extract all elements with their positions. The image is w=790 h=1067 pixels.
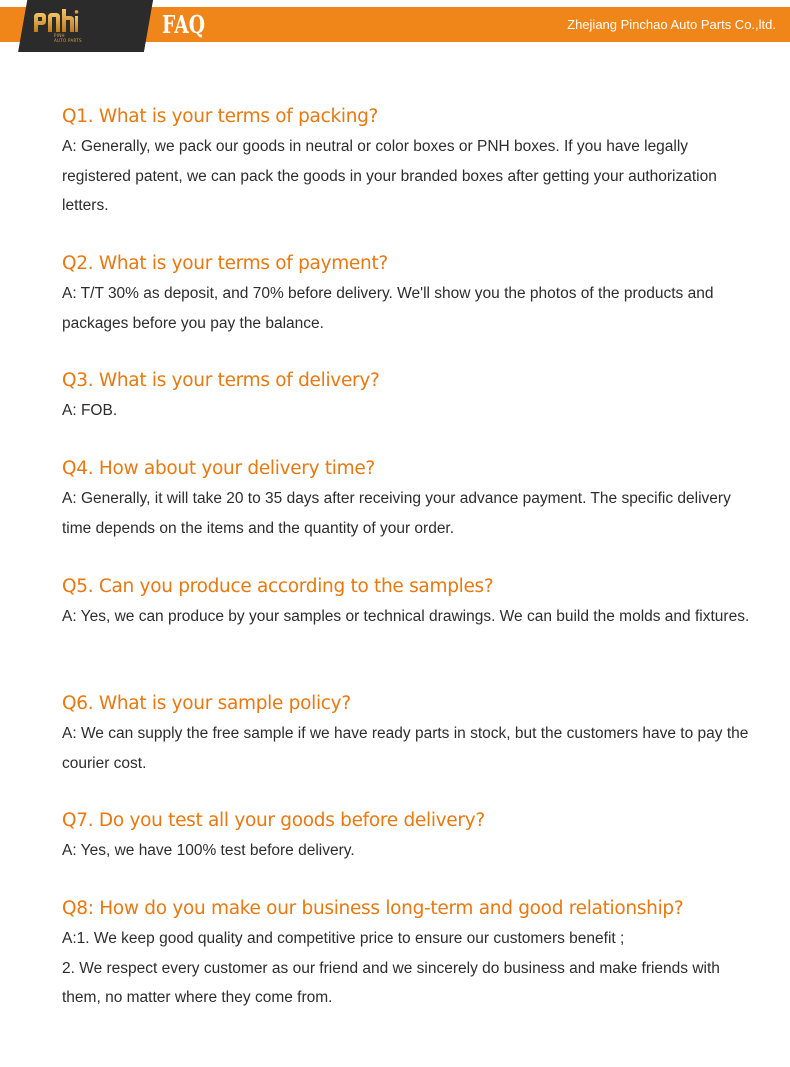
faq-item-4 [62,454,752,543]
faq-answer: A: T/T 30% as deposit, and 70% before delivery. We'll show you the photos of the products and packages before you pay the balance. [62,285,714,332]
faq-item-7 [62,806,752,866]
faq-item-1 [62,102,752,221]
company-name: Zhejiang Pinchao Auto Parts Co.,ltd. [567,17,776,32]
faq-item-3 [62,366,752,426]
faq-answer-line-1: A:1. We keep good quality and competitive price to ensure our customers benefit ; [62,930,625,947]
faq-answer: A: Generally, we pack our goods in neutral or color boxes or PNH boxes. If you have legally registered patent, we can pack the goods in your branded boxes after getting your authorization letters. [62,138,717,214]
faq-question: Q5. Can you produce according to the samples? [62,576,494,597]
faq-question: Q3. What is your terms of delivery? [62,370,380,391]
faq-question: Q8: How do you make our business long-term and good relationship? [62,898,684,919]
faq-item-2 [62,249,752,338]
pnh-logo-icon [32,8,80,34]
logo-subtitle-line1: PINH [54,33,65,38]
faq-question: Q4. How about your delivery time? [62,458,375,479]
faq-answer: A: Yes, we can produce by your samples or technical drawings. We can build the molds and fixtures. [62,608,750,625]
logo-subtitle-line2: AUTO PARTS [54,38,82,43]
company-logo [32,6,112,46]
faq-item-6 [62,689,752,778]
faq-answer: A: Generally, it will take 20 to 35 days after receiving your advance payment. The specific delivery time depends on the items and the quantity of your order. [62,490,731,537]
faq-answer: A: FOB. [62,402,118,419]
faq-question: Q7. Do you test all your goods before delivery? [62,810,485,831]
faq-question: Q1. What is your terms of packing? [62,106,379,127]
page-header [0,0,790,52]
faq-item-5 [62,572,752,632]
faq-question: Q6. What is your sample policy? [62,693,351,714]
faq-item-8 [62,894,752,1013]
faq-question: Q2. What is your terms of payment? [62,253,388,274]
faq-answer: A: We can supply the free sample if we have ready parts in stock, but the customers have to pay the courier cost. [62,725,749,772]
faq-answer: A: Yes, we have 100% test before delivery. [62,842,355,859]
faq-answer-line-2: 2. We respect every customer as our friend and we sincerely do business and make friends with them, no matter where they come from. [62,959,720,1006]
logo-subtitle [54,33,114,43]
page-title: FAQ [162,10,206,39]
